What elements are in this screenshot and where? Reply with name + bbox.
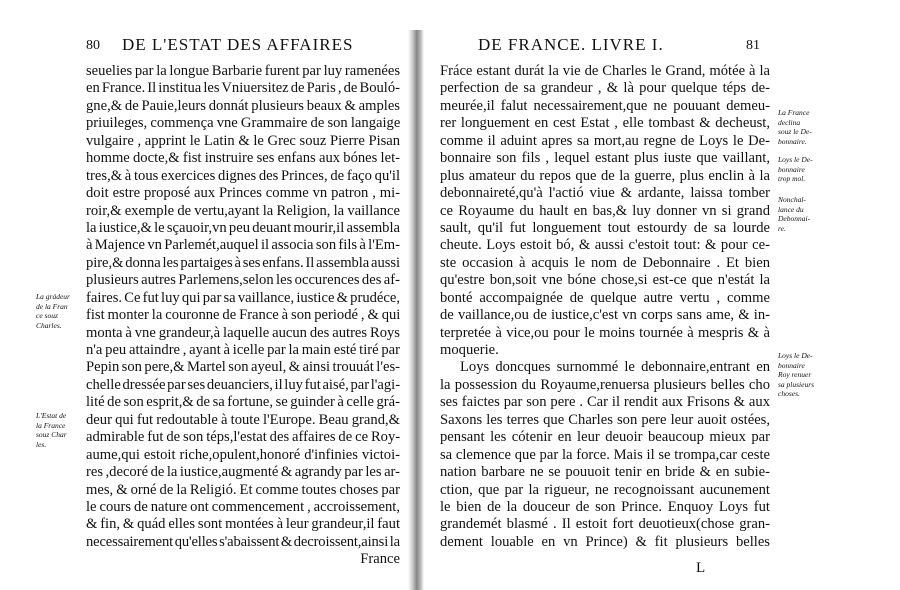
text-line: gne,& de Pauie,leurs donnát plusieurs beaux & amples — [86, 97, 400, 114]
left-margin-note — [36, 411, 67, 449]
book-gutter-shadow — [408, 30, 424, 590]
margin-note-line: de la Fran — [36, 301, 68, 311]
margin-note-line: trop mol. — [778, 174, 806, 183]
text-line: aume,qui estoit riche,opulent,honoré d'infinies victoi- — [86, 446, 400, 463]
text-line: bonnaire son fils , lequel estant plus iuste que vaillant, — [440, 150, 770, 167]
text-line: plusieurs autres Parlemens,selon les occurences des af- — [86, 272, 400, 289]
right-margin-note — [778, 351, 814, 399]
right-margin-note — [778, 195, 810, 233]
margin-note-line: Loys le De- — [778, 155, 813, 164]
text-line: lité de son esprit,& de sa fortune, se guinder à celle grá- — [86, 394, 400, 411]
text-line: admirable fut de son téps,l'estat des affaires de ce Roy- — [86, 429, 401, 446]
text-line: Loys doncques surnommé le debonnaire,entrant en — [460, 359, 770, 376]
text-line: ste occasion à acquis le nom de Debonnaire . Et bien — [440, 254, 770, 271]
text-line: necessairement qu'elles s'abaissent & decroissent,ainsi la — [86, 533, 400, 550]
text-line: moquerie. — [440, 342, 499, 358]
text-line: n'a peu attaindre , ayant à icelle par la main esté tiré par — [86, 342, 400, 358]
margin-note-line: souz le De- — [778, 127, 812, 136]
left-margin-note — [36, 292, 70, 330]
text-line: ses faictes par son pere . Car il rendit aux Frisons & aux — [440, 394, 770, 411]
text-line: roir,& exemple de vertu,ayant la Religion, la vaillance — [86, 202, 400, 219]
text-line: sault, qu'il fut longuement tout estourdy de sa lourde — [440, 219, 770, 236]
left-page-number: 80 — [86, 38, 100, 53]
margin-note-line: sa plusieurs — [778, 379, 815, 389]
margin-note-line: Debonnai- — [778, 214, 811, 223]
text-line: nation barbare ne se pouuoit tenir en bride & en subie- — [440, 464, 770, 481]
margin-note-line: Charles. — [36, 320, 62, 330]
margin-note-line: bonnaire — [778, 164, 805, 174]
text-line: doit estre proposé aux Princes comme vn patron , mi- — [86, 185, 400, 202]
text-line: & fin, & quád elles sont montées à leur grandeur,il faut — [86, 516, 400, 533]
margin-note-line: re. — [778, 223, 786, 233]
text-line: qu'estre bon,soit vne bóne chose,si est-ce que n'estát la — [440, 272, 770, 289]
text-line: grandemét blasmé . Il estoit fort deuotieux(chose gran- — [440, 516, 770, 533]
text-line: comme il aduint apres sa mort,au regne de Loys le De- — [440, 132, 770, 149]
text-line: meurée,il falut necessairement,que ne pouuant demeu- — [440, 97, 770, 114]
text-line: à Majence vn Parlemét,auquel il associa son fils à l'Em- — [86, 237, 400, 254]
margin-note-line: bonnaire — [778, 360, 805, 370]
text-line: la iustice,& le sçauoir,vn peu deuant mourir,il assembla — [86, 219, 400, 236]
text-line: de vaillance,ou de iustice,c'est vn corps sans ame, & in- — [440, 307, 770, 324]
margin-note-line: Roy renuer — [778, 370, 812, 379]
margin-note-line: bonnaire. — [778, 136, 807, 146]
right-margin-note — [778, 155, 813, 184]
margin-note-line: La grádeur — [36, 292, 70, 301]
text-line: res ,decoré de la iustice,augmenté & agrandy par les ar- — [86, 464, 400, 481]
margin-note-line: ce souz — [36, 311, 58, 320]
margin-note-line: souz Char — [36, 430, 67, 439]
text-line: pensant les cótenir en leur deuoir beaucoup mieux par — [440, 429, 770, 446]
text-line: perfection de sa grandeur , & là pour quelque téps de- — [440, 80, 770, 97]
right-page-number: 81 — [746, 38, 760, 53]
text-line: rer longuement en cest Estat , elle tombast & decheust, — [440, 115, 770, 132]
text-line: mes, & orné de la Religió. Et comme toutes choses par — [86, 481, 400, 498]
text-line: faires. Ce fut luy qui par sa vaillance, iustice & prudéce, — [86, 289, 400, 306]
margin-note-line: choses. — [778, 389, 800, 398]
text-line: fist monter la couronne de France à son periodé , & qui — [86, 307, 401, 324]
text-line: vulgaire , apprint le Latin & le Grec souz Pierre Pisan — [86, 132, 401, 149]
text-line: ction, que par la rigueur, ne recognoissant aucunement — [440, 481, 770, 498]
text-line: monta à vne grandeur,à laquelle aucun des autres Roys — [86, 324, 400, 341]
text-line: en France. Il institua les Vniuersitez de Paris , de Bouló- — [86, 80, 400, 97]
text-line: le cours de nature ont commencement , accroissement, — [86, 498, 400, 515]
text-line: le bien de la douceur de son Prince. Enquoy Loys fut — [440, 498, 770, 515]
margin-note-line: la France — [36, 420, 66, 430]
margin-note-line: lance du — [778, 204, 804, 214]
text-line: France — [360, 551, 400, 568]
left-page-text — [86, 63, 400, 569]
text-line: tres,& à tous exercices dignes des Princes, de faço qu'il — [86, 167, 400, 184]
text-line: deur qui fut redoutable à toute l'Europe. Beau grand,& — [86, 411, 400, 428]
margin-note-line: les. — [36, 439, 47, 449]
left-running-head: DE L'ESTAT DES AFFAIRES — [122, 35, 354, 54]
text-line: cheute. Loys estoit bó, & aussi c'estoit tout: & pour ce- — [440, 237, 770, 254]
margin-note-line: Loys le De- — [778, 351, 813, 360]
margin-note-line: La France — [778, 108, 810, 117]
margin-note-line: Nonchal- — [778, 195, 806, 204]
text-line: ce Royaume du hault en bas,& luy donner vn si grand — [440, 202, 770, 219]
text-line: terpretée à vice,ou pour le moins tournée à mespris & à — [440, 324, 770, 341]
signature-mark: L — [696, 560, 706, 576]
text-line: seuelies par la longue Barbarie furent par luy ramenées — [86, 63, 400, 79]
right-page-text — [440, 63, 770, 551]
margin-note-line: L'Estat de — [36, 411, 67, 420]
text-line: Saxons les terres que Charles son pere leur auoit ostées, — [440, 411, 770, 428]
text-line: homme docte,& fist instruire ses enfans aux bónes let- — [86, 150, 400, 167]
text-line: chelle dressée par ses deuanciers, il luy fut aisé, par l'agi- — [86, 376, 401, 393]
text-line: bonté accompaignée de quelque autre vertu , comme — [440, 289, 770, 306]
text-line: la possession du Royaume,renuersa plusieurs belles cho — [440, 376, 770, 393]
text-line: Fráce estant durát la vie de Charles le Grand, mótée à la — [440, 63, 770, 79]
text-line: pire,& donna les partaiges à ses enfans. Il assembla aussi — [86, 254, 400, 271]
text-line: debonnaireté,qu'à l'actió viue & ardante, laissa tomber — [440, 185, 770, 202]
right-running-head: DE FRANCE. LIVRE I. — [478, 35, 664, 54]
text-line: dement louable en vn Prince) & fit plusieurs belles — [440, 533, 770, 550]
right-margin-note — [778, 108, 812, 146]
text-line: plus amateur du repos que de la guerre, plus enclin à la — [440, 167, 770, 184]
text-line: sa clemence que par la force. Mais il se trompa,car ceste — [440, 446, 770, 463]
text-line: priuileges, commença vne Grammaire de son langaige — [86, 115, 401, 132]
text-line: Pepin son pere,& Martel son ayeul, & ainsi trouuát l'es- — [86, 359, 400, 376]
margin-note-line: declina — [778, 117, 801, 127]
